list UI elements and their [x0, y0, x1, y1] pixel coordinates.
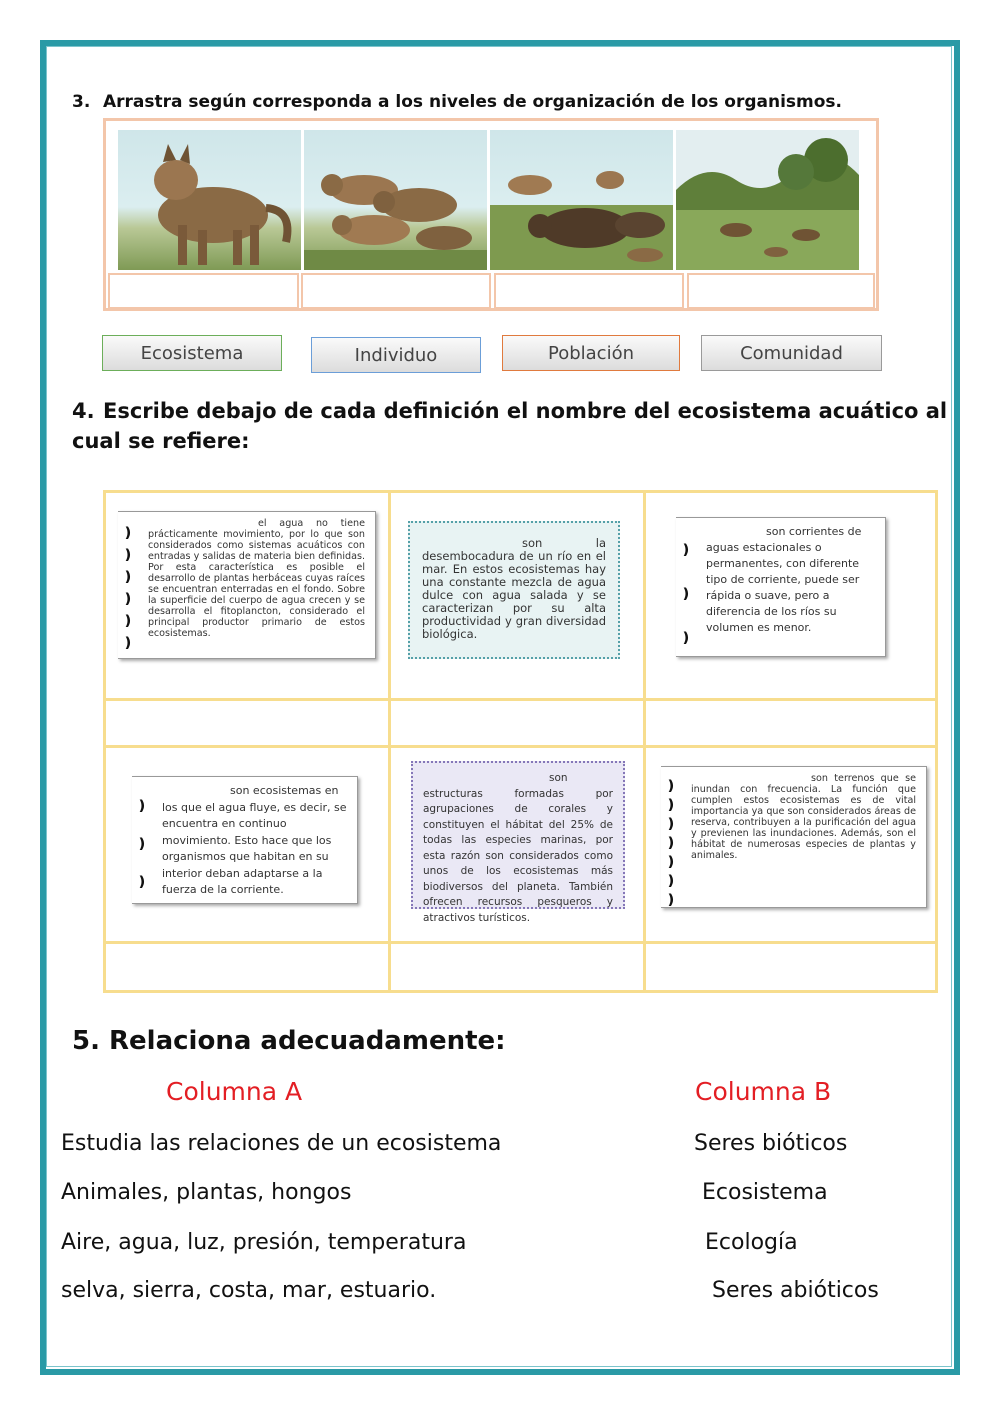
column-a-item[interactable]: selva, sierra, costa, mar, estuario.: [61, 1278, 437, 1303]
question-4-title: [72, 396, 952, 456]
question-5-number: 5.: [72, 1026, 100, 1056]
drop-zone[interactable]: [687, 273, 875, 309]
option-ecosistema[interactable]: Ecosistema: [102, 335, 282, 371]
column-b-item[interactable]: Seres bióticos: [694, 1131, 848, 1156]
answer-input[interactable]: [394, 945, 640, 989]
definition-text: son terrenos que se inundan con frecuencia. La función que cumplen estos ecosistemas es de vital importancia ya que son considerados áreas de reserva, contribuyen a la purificación del agua y previenen las inundaciones. Además, son el hábitat de numerosas especies de plantas y animales.: [691, 773, 916, 861]
notebook-rings-icon: ❫ ❫ ❫: [680, 542, 692, 646]
definition-text: el agua no tiene prácticamente movimiento, por lo que son considerados como sistemas acuáticos con entradas y salidas de materia bien definidas. Por esta característica es posible el desarrollo de plantas herbáceas cuyas raíces se encuentran enterradas en el fondo. Sobre la superficie del cuerpo de agua crecen y se desarrolla el fitoplancton, considerado el principal productor primario de estos ecosistemas.: [148, 518, 365, 639]
column-a-item[interactable]: Estudia las relaciones de un ecosistema: [61, 1131, 502, 1156]
question-4-number: 4.: [72, 399, 95, 423]
definition-card: [411, 761, 625, 924]
definition-card: [132, 776, 358, 904]
answer-input[interactable]: [109, 945, 385, 989]
question-3-number: 3.: [72, 92, 91, 112]
answer-input[interactable]: [394, 702, 640, 744]
notebook-rings-icon: ❫ ❫ ❫: [136, 798, 148, 890]
definition-text: son ecosistemas en los que el agua fluye, es decir, se encuentra en continuo movimiento. Esto hace que los organismos que habitan en su interior deban adaptarse a la fuerza de la corriente.: [162, 784, 347, 896]
wolf-pack-icon: [304, 130, 487, 270]
definition-card: [676, 517, 886, 657]
column-b-title: Columna B: [695, 1077, 832, 1106]
mixed-animals-icon: [490, 130, 673, 270]
definitions-table: [103, 490, 938, 993]
question-4-text: Escribe debajo de cada definición el nombre del ecosistema acuático al cual se refiere:: [72, 399, 948, 453]
option-individuo[interactable]: Individuo: [311, 337, 481, 373]
drop-zone[interactable]: [301, 273, 491, 309]
definition-text: son estructuras formadas por agrupaciones de corales y constituyen el hábitat del 25% de todas las especies marinas, por esta razón son considerados como unos de los ecosistemas más biodiversos del planeta. También ofrecen recursos pesqueros y atractivos turísticos.: [423, 772, 613, 924]
definition-card: [661, 766, 927, 908]
question-5-text: Relaciona adecuadamente:: [109, 1026, 506, 1056]
column-b-item[interactable]: Ecosistema: [702, 1180, 828, 1205]
question-5-title: [72, 1026, 506, 1056]
column-a-title: Columna A: [166, 1077, 303, 1106]
definition-card: [408, 521, 620, 659]
answer-input[interactable]: [649, 945, 934, 989]
image-strip: [103, 118, 879, 311]
notebook-rings-icon: ❫ ❫ ❫ ❫ ❫ ❫: [122, 525, 134, 651]
column-b-item[interactable]: Ecología: [705, 1230, 798, 1255]
definition-text: son corrientes de aguas estacionales o permanentes, con diferente tipo de corriente, puede ser rápida o suave, pero a diferencia de los ríos su volumen es menor.: [706, 525, 862, 634]
definition-text: son la desembocadura de un río en el mar. En estos ecosistemas hay una constante mezcla de agua dulce con agua salada y se caracterizan por su alta productividad y gran diversidad biológica.: [422, 536, 606, 641]
option-comunidad[interactable]: Comunidad: [701, 335, 882, 371]
question-3-text: Arrastra según corresponda a los niveles de organización de los organismos.: [103, 92, 843, 112]
drop-zone[interactable]: [108, 273, 299, 309]
landscape-icon: [676, 130, 859, 270]
column-a-item[interactable]: Animales, plantas, hongos: [61, 1180, 352, 1205]
column-a-item[interactable]: Aire, agua, luz, presión, temperatura: [61, 1230, 467, 1255]
notebook-rings-icon: ❫ ❫ ❫ ❫ ❫ ❫ ❫: [665, 778, 677, 908]
question-3-title: [72, 92, 842, 112]
drop-zone[interactable]: [494, 273, 684, 309]
option-poblacion[interactable]: Población: [502, 335, 680, 371]
answer-input[interactable]: [109, 702, 385, 744]
column-b-item[interactable]: Seres abióticos: [712, 1278, 879, 1303]
answer-input[interactable]: [649, 702, 934, 744]
wolf-icon: [118, 130, 301, 270]
definition-card: [118, 511, 376, 659]
